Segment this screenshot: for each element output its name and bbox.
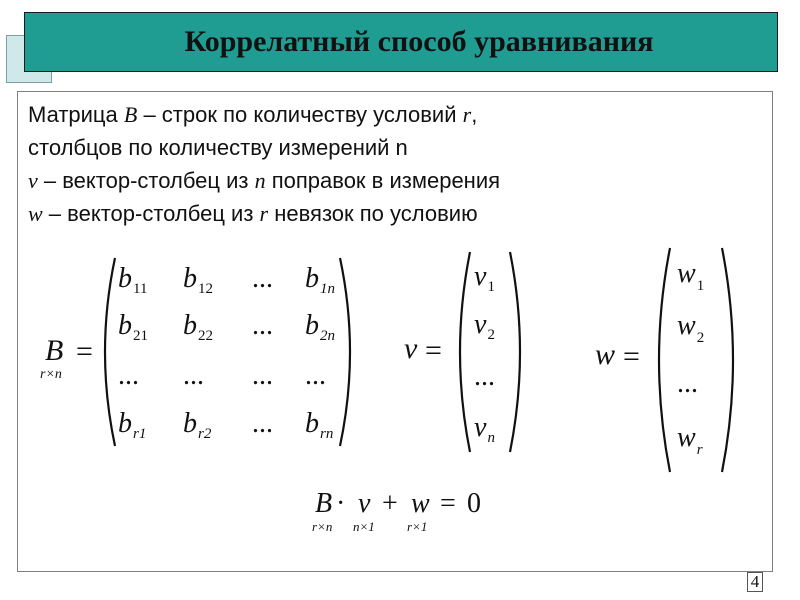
text-line-1-prefix: Матрица — [28, 102, 124, 127]
vector-w-entry-4 — [677, 422, 703, 458]
matrix-B-cell-3-4 — [305, 360, 326, 391]
matrix-B-lhs: B — [45, 334, 64, 367]
vector-v-entry-3-base: ... — [474, 361, 495, 392]
matrix-B-cell-1-1 — [118, 263, 147, 297]
text-line-4-mid: – вектор-столбец из — [42, 201, 260, 226]
matrix-B-cell-1-3 — [252, 263, 273, 294]
text-line-4-end: невязок по условию — [268, 201, 478, 226]
matrix-B-cell-3-2-base: ... — [183, 360, 204, 391]
matrix-B-cell-4-1-subscript: r1 — [133, 426, 147, 442]
equation-B: B — [315, 488, 333, 519]
var-w: w — [28, 201, 43, 226]
matrix-B-cell-4-4 — [305, 408, 333, 442]
page-number: 4 — [747, 572, 763, 592]
text-line-3-mid: – вектор-столбец из — [37, 168, 255, 193]
vector-w-entry-2 — [677, 310, 704, 346]
matrix-B-cell-2-2 — [183, 310, 213, 344]
vector-v-entry-2-base: v — [474, 309, 487, 340]
vector-w-entry-4-subscript: r — [696, 442, 703, 458]
matrix-B-cell-3-2 — [183, 360, 204, 391]
vector-w-entry-2-base: w — [677, 310, 696, 341]
vector-v-left-paren — [460, 252, 470, 452]
equation-v-dimension: n×1 — [353, 519, 375, 534]
matrix-B-cell-4-4-base: b — [305, 408, 319, 439]
vector-v-entry-4-base: v — [474, 412, 487, 443]
vector-v-right-paren — [510, 252, 520, 452]
matrix-B-cell-4-4-subscript: rn — [320, 426, 334, 442]
matrix-B-cell-3-4-base: ... — [305, 360, 326, 391]
vector-w-entry-1-base: w — [677, 258, 696, 289]
text-line-2: столбцов по количеству измерений n — [28, 135, 408, 160]
matrix-B-cell-4-1 — [118, 408, 146, 442]
vector-w-entry-3 — [677, 368, 698, 399]
equation-zero: 0 — [467, 488, 481, 519]
matrix-B-cell-3-1-base: ... — [118, 360, 139, 391]
matrix-B-cell-1-4-base: b — [305, 263, 319, 294]
matrix-B-cell-3-1 — [118, 360, 139, 391]
vector-w-equals: = — [623, 340, 640, 373]
matrix-B-left-paren — [105, 258, 115, 446]
vector-w-left-paren — [659, 248, 670, 472]
matrix-B-cell-2-2-base: b — [183, 310, 197, 341]
vector-w-entry-4-base: w — [677, 422, 696, 453]
matrix-B-cell-4-2-subscript: r2 — [198, 426, 212, 442]
var-B: B — [123, 102, 138, 127]
matrix-B-cell-4-1-base: b — [118, 408, 132, 439]
matrix-B-cell-2-1-subscript: 21 — [133, 328, 148, 344]
matrix-B-cell-2-3 — [252, 310, 273, 341]
matrix-B-equals: = — [76, 335, 93, 368]
matrix-B-cell-2-2-subscript: 22 — [198, 328, 213, 344]
equation-w: w — [411, 488, 430, 519]
equation-plus: + — [382, 488, 398, 519]
vector-w-entry-1-subscript: 1 — [696, 278, 705, 294]
vector-w-lhs: w — [595, 338, 616, 371]
vector-v-entry-4 — [474, 412, 495, 446]
matrix-B-cell-1-1-subscript: 11 — [133, 281, 148, 297]
vector-v-entry-2-subscript: 2 — [487, 327, 495, 343]
matrix-B-cell-1-2 — [183, 263, 213, 297]
equation-equals: = — [440, 488, 456, 519]
vector-w-entry-3-base: ... — [677, 368, 698, 399]
var-r: r — [462, 102, 472, 127]
vector-v-entry-2 — [474, 309, 495, 343]
slide-title: Коррелатный способ уравнивания — [184, 25, 654, 58]
text-line-1-end: , — [471, 102, 478, 127]
var-n: n — [254, 168, 266, 193]
matrix-B-cell-2-4-base: b — [305, 310, 319, 341]
matrix-B-right-paren — [340, 258, 350, 446]
matrix-B-cell-2-1 — [118, 310, 148, 344]
vector-v-lhs: v — [404, 332, 418, 365]
matrix-B-cell-4-3-base: ... — [252, 408, 273, 439]
vector-w-entry-2-subscript: 2 — [696, 330, 705, 346]
vector-v-entry-3 — [474, 361, 495, 392]
equation-w-dimension: r×1 — [407, 519, 428, 534]
vector-w-entry-1 — [677, 258, 704, 294]
vector-w-cells — [677, 258, 704, 458]
equation-B-dimension: r×n — [312, 519, 333, 534]
matrix-B-cell-3-3 — [252, 360, 273, 391]
equation-v: v — [358, 488, 371, 519]
matrix-B-cell-1-1-base: b — [118, 263, 132, 294]
matrix-B-cells — [118, 263, 335, 442]
vector-v-entry-1-base: v — [474, 261, 487, 292]
vector-w-right-paren — [722, 248, 733, 472]
matrix-B-cell-1-4 — [305, 263, 335, 297]
var-r: r — [259, 201, 269, 226]
equation-dot: · — [336, 488, 346, 519]
matrix-B-cell-1-3-base: ... — [252, 263, 273, 294]
matrix-B-cell-3-3-base: ... — [252, 360, 273, 391]
vector-v-entry-1 — [474, 261, 495, 295]
matrix-B-cell-1-4-subscript: 1n — [320, 281, 335, 297]
text-line-3-end: поправок в измерения — [265, 168, 501, 193]
matrix-B-cell-2-1-base: b — [118, 310, 132, 341]
matrix-B-cell-4-2-base: b — [183, 408, 197, 439]
matrix-B-lhs-dimension: r×n — [40, 367, 62, 382]
text-line-1-suffix: – строк по количеству условий — [137, 102, 463, 127]
matrix-B-cell-4-2 — [183, 408, 212, 442]
vector-v-entry-1-subscript: 1 — [487, 279, 495, 295]
matrix-B-cell-2-4-subscript: 2n — [320, 328, 335, 344]
matrix-B-cell-1-2-subscript: 12 — [198, 281, 213, 297]
matrix-B-cell-1-2-base: b — [183, 263, 197, 294]
vector-v-cells — [474, 261, 495, 446]
var-v: v — [28, 168, 38, 193]
vector-v-equals: = — [425, 334, 442, 367]
matrix-B-cell-2-4 — [305, 310, 335, 344]
matrix-B-cell-4-3 — [252, 408, 273, 439]
vector-v-entry-4-subscript: n — [487, 430, 495, 446]
matrix-B-cell-2-3-base: ... — [252, 310, 273, 341]
